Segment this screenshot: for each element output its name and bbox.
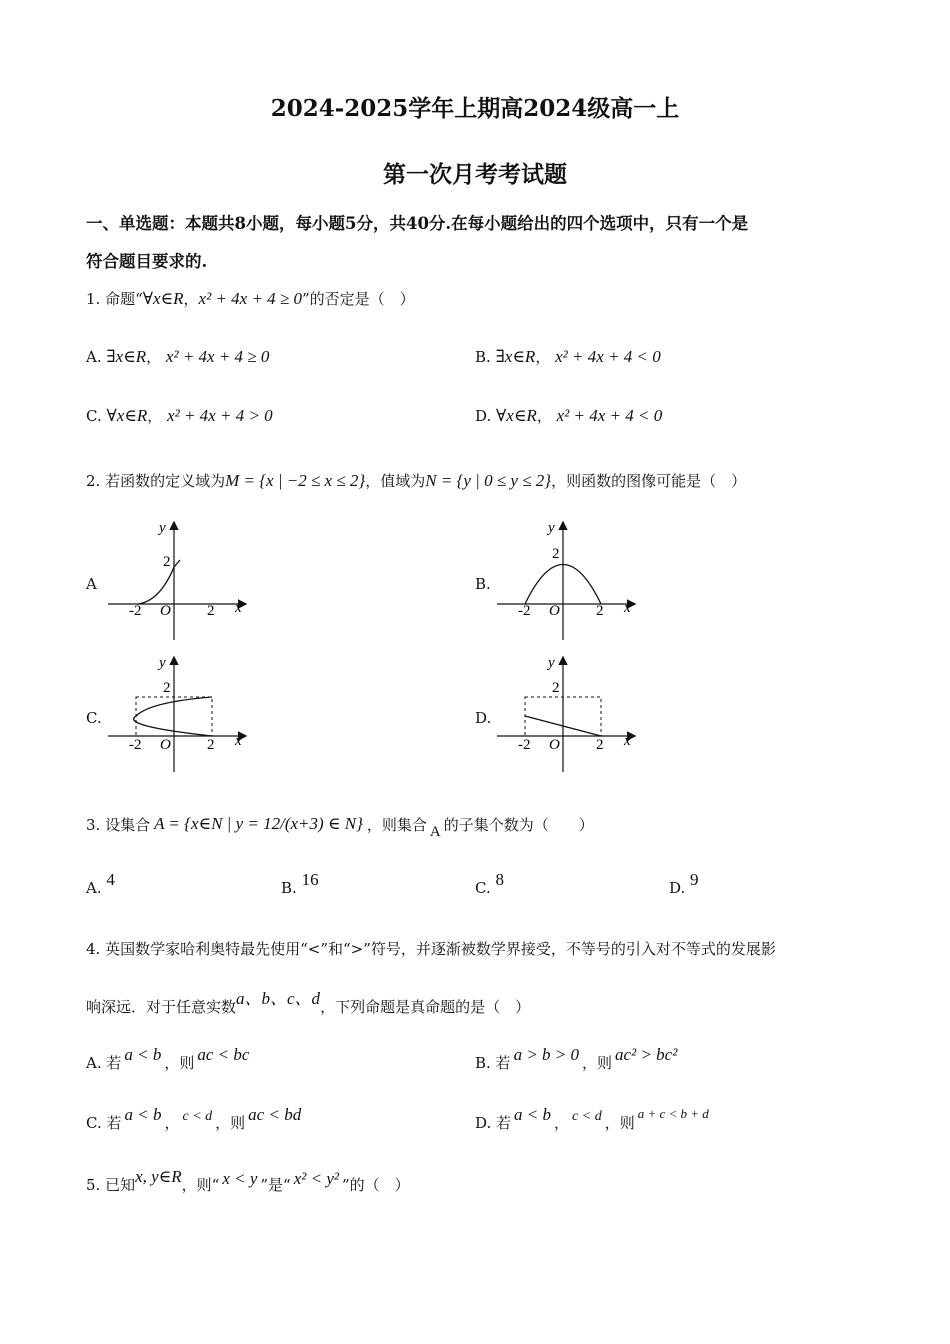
q4-option-a-result: ac < bc (197, 1045, 250, 1064)
q1-option-b[interactable]: B. ∃x∈R， x² + 4x + 4 < 0 (475, 347, 661, 366)
q1-option-d[interactable]: D. ∀x∈R， x² + 4x + 4 < 0 (475, 406, 663, 425)
q2-option-c-label[interactable]: C. (86, 709, 102, 727)
q4-option-d-condition2: c < d (572, 1109, 602, 1124)
x-axis-label: x (624, 733, 631, 749)
tick-y-2: 2 (552, 680, 560, 696)
q3-stem-pre: 3. 设集合 (86, 815, 151, 834)
q4-stem-line2 (86, 989, 531, 1017)
q2-option-d-label[interactable]: D. (475, 709, 492, 727)
option-label: D. (669, 879, 686, 897)
option-label: C. (86, 407, 102, 425)
q3-option-d-value: 9 (690, 870, 699, 889)
option-label: A. (86, 879, 102, 897)
q2-option-a-label[interactable]: A (86, 575, 97, 593)
exam-title: 2024-2025学年上期高2024级高一上 (270, 95, 680, 122)
origin-label: O (160, 603, 171, 619)
q2-set-n: N = {y | 0 ≤ y ≤ 2} (425, 471, 552, 490)
q1-stem-post: ”的否定是（ ） (302, 290, 415, 308)
q1-expression: x² + 4x + 4 ≥ 0 (198, 289, 303, 308)
q3-stem-mid: ，则集合 (366, 815, 427, 834)
q1-option-a-expression: x² + 4x + 4 ≥ 0 (165, 347, 270, 366)
q1-option-b-quantifier: ∃x∈R (495, 347, 536, 366)
curve (138, 567, 174, 604)
q5-stem-post: ”的（ ） (342, 1176, 410, 1194)
q1-option-a[interactable]: A. ∃x∈R， x² + 4x + 4 ≥ 0 (86, 347, 270, 366)
q4-option-c-condition2: c < d (182, 1109, 213, 1124)
option-label: B. 若 (475, 1054, 511, 1072)
q3-option-b-value: 16 (301, 870, 319, 889)
q4-stem-pre: 响深远．对于任意实数 (86, 998, 237, 1016)
x-axis-label: x (235, 600, 242, 616)
q4-option-d[interactable]: D. 若 a < b ， c < d ，则a + c < b + d (475, 1105, 709, 1132)
tick-y-2: 2 (163, 554, 171, 570)
q2-stem (86, 470, 746, 491)
option-label: A. (86, 348, 102, 366)
q1-option-a-quantifier: ∃x∈R (106, 347, 147, 366)
tick-pos-2: 2 (596, 737, 604, 753)
q5-is: ”是“ (260, 1176, 291, 1194)
q3-set-a-symbol: A (429, 823, 441, 840)
q4-option-b-result: ac² > bc² (615, 1045, 678, 1064)
tick-neg-2: -2 (129, 737, 142, 753)
origin-label: O (549, 603, 560, 619)
q5-condition1: x < y (222, 1169, 258, 1188)
q2-set-m: M = {x | −2 ≤ x ≤ 2} (225, 471, 366, 490)
q5-stem-pre: 5. 已知 (86, 1176, 136, 1194)
q2-option-b-label[interactable]: B. (475, 575, 491, 593)
q4-option-c-then: ，则 (215, 1114, 246, 1132)
q5-then: ，则“ (181, 1176, 220, 1194)
y-axis-label: y (548, 655, 555, 671)
q4-option-c-condition: a < b (124, 1105, 162, 1124)
q1-quantifier: ∀x∈R (142, 289, 184, 308)
q3-option-d[interactable] (669, 870, 699, 898)
q4-stem-line1: 4. 英国数学家哈利奥特最先使用“<”和“>”符号，并逐渐被数学界接受，不等号的引入对不等式的发展影 (86, 940, 776, 958)
q4-option-b-condition: a > b > 0 (513, 1045, 580, 1064)
q1-option-c-quantifier: ∀x∈R (106, 406, 148, 425)
q1-option-d-expression: x² + 4x + 4 < 0 (556, 406, 663, 425)
q4-option-b[interactable] (475, 1045, 678, 1073)
q2-stem-mid: ，值域为 (365, 472, 426, 490)
y-axis-label: y (548, 520, 555, 536)
tick-pos-2: 2 (207, 603, 215, 619)
q1-stem (86, 288, 415, 309)
option-label: A. 若 (86, 1054, 122, 1072)
q3-option-a-value: 4 (106, 870, 115, 889)
exam-subtitle: 第一次月考考试题 (383, 161, 567, 188)
q4-option-d-condition: a < b (514, 1105, 552, 1124)
tick-pos-2: 2 (207, 737, 215, 753)
q3-option-c[interactable] (475, 870, 504, 898)
q3-stem-post: 的子集个数为（ ） (443, 815, 594, 834)
q1-comma: ， (183, 290, 199, 308)
x-axis-label: x (235, 733, 242, 749)
q4-option-d-result: a + c < b + d (637, 1106, 709, 1121)
q4-vars: a、b、c、d (236, 989, 321, 1008)
option-label: B. (475, 348, 491, 366)
tick-y-2: 2 (552, 546, 560, 562)
q1-stem-pre: 1. 命题“ (86, 290, 143, 308)
origin-label: O (160, 737, 171, 753)
section-header-line2: 符合题目要求的. (86, 252, 208, 271)
q3-option-a[interactable] (86, 870, 115, 898)
q2-graph-b[interactable] (489, 515, 649, 645)
q1-option-c-expression: x² + 4x + 4 > 0 (167, 406, 273, 425)
q4-option-b-then: ，则 (582, 1054, 613, 1072)
curve (134, 697, 212, 736)
option-label: C. 若 (86, 1114, 122, 1132)
option-label: D. 若 (475, 1114, 512, 1132)
option-label: D. (475, 407, 492, 425)
q4-stem-post: ，下列命题是真命题的是（ ） (320, 998, 531, 1016)
tick-neg-2: -2 (518, 603, 531, 619)
q2-graph-d[interactable] (489, 650, 649, 780)
q4-option-c[interactable]: C. 若 a < b ， c < d ，则 ac < bd (86, 1105, 302, 1132)
q1-option-d-quantifier: ∀x∈R (496, 406, 537, 425)
q5-vars: x, y∈R (135, 1167, 182, 1186)
tick-pos-2: 2 (596, 603, 604, 619)
q2-stem-post: ，则函数的图像可能是（ ） (551, 472, 747, 490)
curve-end (174, 560, 180, 567)
q1-option-b-expression: x² + 4x + 4 < 0 (555, 347, 661, 366)
q3-option-c-value: 8 (495, 870, 504, 889)
q3-set-a: A = {x∈N | y = 12/(x+3) ∈ N} (154, 814, 363, 833)
tick-neg-2: -2 (518, 737, 531, 753)
origin-label: O (549, 737, 560, 753)
q4-option-d-then: ，则 (604, 1114, 635, 1132)
y-axis-label: y (159, 655, 166, 671)
q5-stem (86, 1167, 410, 1195)
q1-option-c[interactable]: C. ∀x∈R， x² + 4x + 4 > 0 (86, 406, 273, 425)
section-header-line1: 一、单选题：本题共8小题，每小题5分，共40分.在每小题给出的四个选项中，只有一个是 (86, 214, 749, 233)
tick-y-2: 2 (163, 680, 171, 696)
option-label: B. (281, 879, 297, 897)
q2-stem-pre: 2. 若函数的定义域为 (86, 472, 226, 490)
q3-option-b[interactable] (281, 870, 319, 898)
option-label: C. (475, 879, 491, 897)
q5-condition2: x² < y² (293, 1169, 339, 1188)
tick-neg-2: -2 (129, 603, 142, 619)
q2-graph-a[interactable] (100, 515, 260, 645)
y-axis-label: y (159, 520, 166, 536)
q3-stem (86, 800, 594, 848)
q4-option-c-result: ac < bd (248, 1105, 302, 1124)
q4-option-a[interactable] (86, 1045, 250, 1073)
q4-option-a-then: ，则 (164, 1054, 195, 1072)
x-axis-label: x (624, 600, 631, 616)
q4-option-a-condition: a < b (124, 1045, 162, 1064)
q2-graph-c[interactable] (100, 650, 260, 780)
